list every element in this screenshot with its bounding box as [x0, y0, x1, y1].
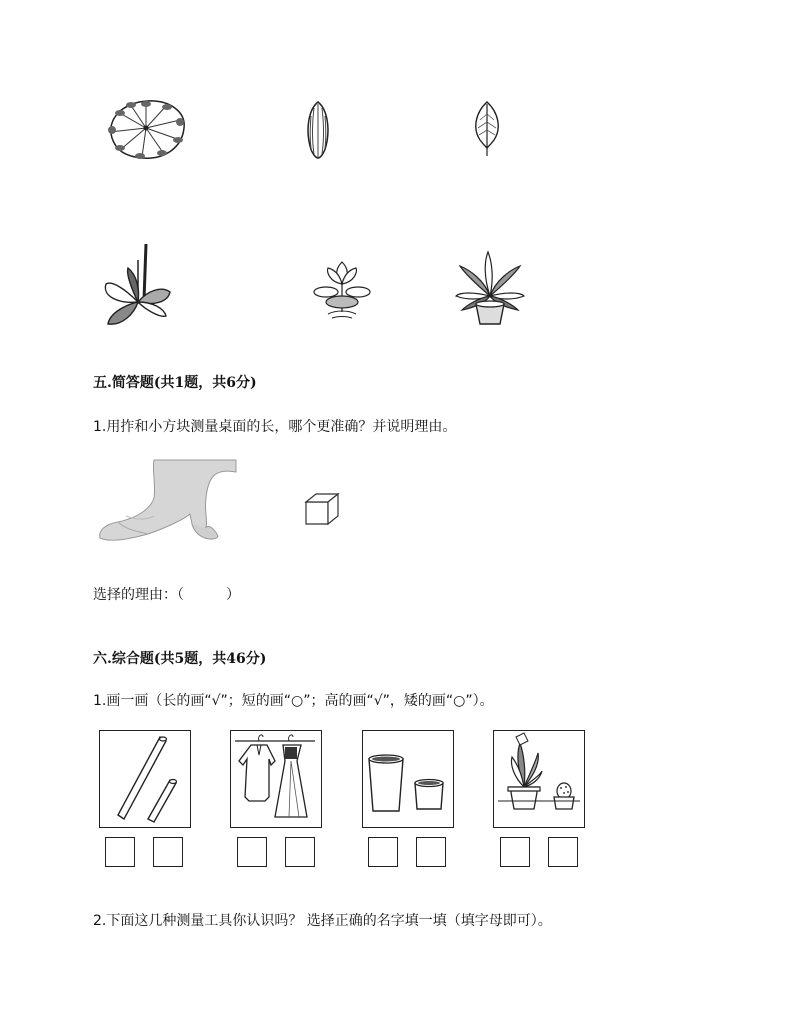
cups-icon: [363, 731, 452, 826]
potted-plant-icon: [454, 248, 526, 328]
picture-panel: [230, 730, 322, 828]
answer-box[interactable]: [416, 837, 446, 867]
clothes-icon: [231, 731, 320, 826]
answer-reason-text: 选择的理由：（ ）: [93, 587, 240, 603]
answer-box[interactable]: [153, 837, 183, 867]
answer-box[interactable]: [548, 837, 578, 867]
lotus-leaf-icon: [104, 98, 188, 162]
question-text: 2.下面这几种测量工具你认识吗？ 选择正确的名字填一填（填字母即可）。: [93, 913, 552, 929]
sticks-icon: [100, 731, 189, 826]
leaf-icon: [470, 100, 504, 158]
hand-span-icon: [96, 458, 240, 546]
picture-panel: [493, 730, 585, 828]
answer-box[interactable]: [368, 837, 398, 867]
section-heading: 六.综合题(共5题，共46分): [93, 651, 267, 667]
lotus-flower-icon: [308, 256, 376, 324]
cube-icon: [304, 492, 340, 526]
answer-box[interactable]: [500, 837, 530, 867]
picture-panel: [362, 730, 454, 828]
answer-box[interactable]: [285, 837, 315, 867]
answer-box[interactable]: [237, 837, 267, 867]
question-text: 1.画一画（长的画“√”；短的画“○”；高的画“√”，矮的画“○”）。: [93, 693, 494, 709]
picture-panel: [99, 730, 191, 828]
plantain-plant-icon: [98, 240, 178, 330]
section-heading: 五.简答题(共1题，共6分): [93, 375, 257, 391]
answer-box[interactable]: [105, 837, 135, 867]
potted-plants-icon: [494, 731, 583, 826]
seed-pod-icon: [304, 100, 332, 160]
question-text: 1.用拃和小方块测量桌面的长，哪个更准确？并说明理由。: [93, 419, 457, 435]
